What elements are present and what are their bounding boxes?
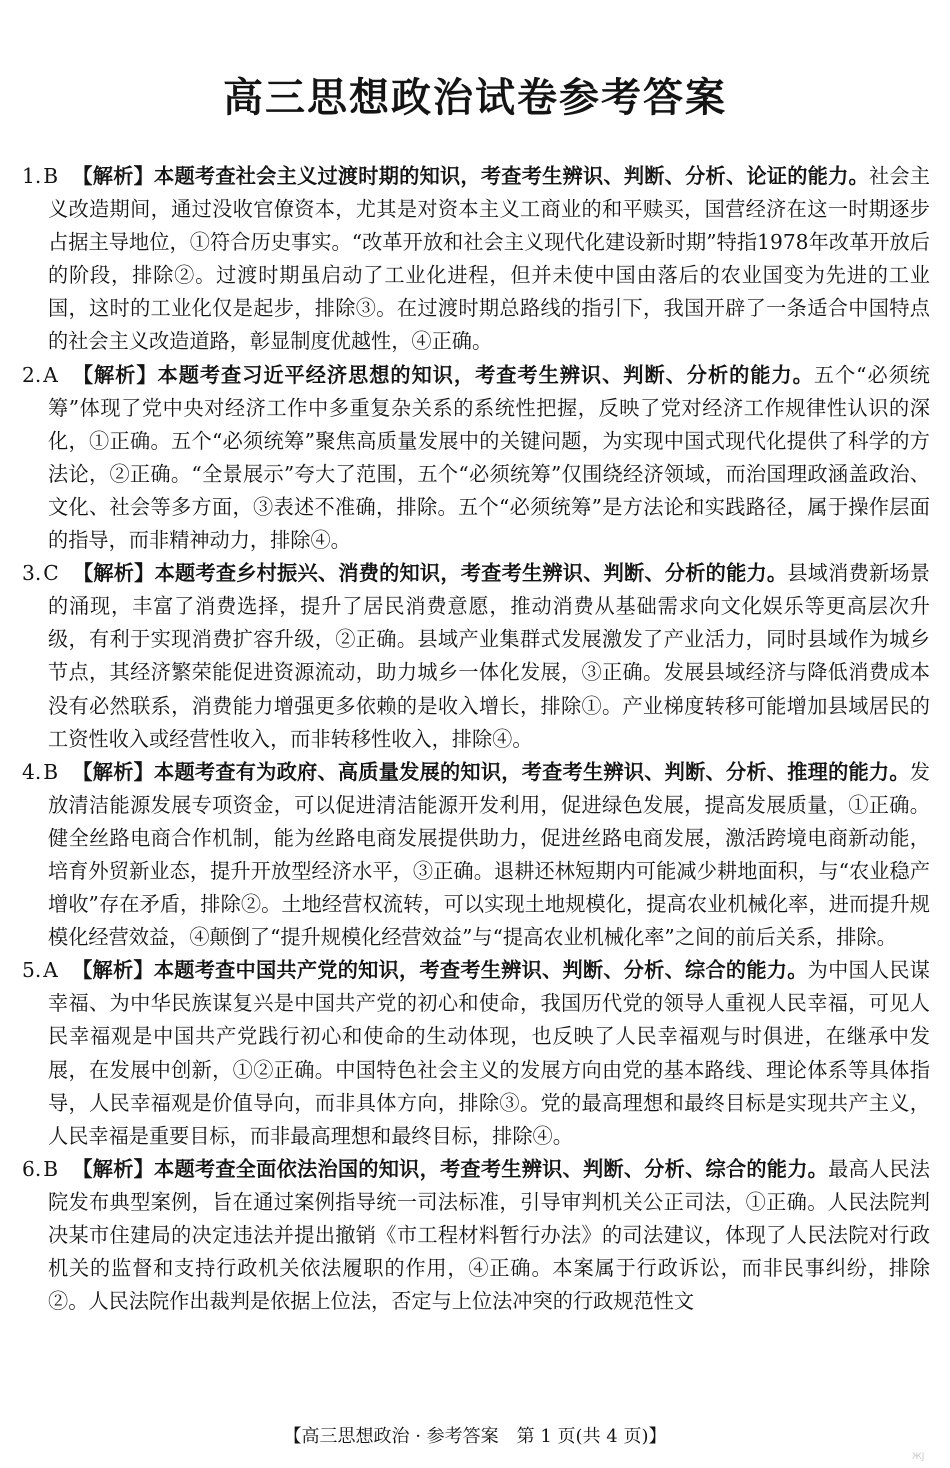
analysis-lead: 【解析】本题考查社会主义过渡时期的知识，考查考生辨识、判断、分析、论证的能力。 bbox=[72, 164, 869, 188]
page-footer: 【高三思想政治 · 参考答案 第 1 页(共 4 页)】 bbox=[283, 1426, 667, 1447]
analysis-body: 社会主义改造期间，通过没收官僚资本，尤其是对资本主义工商业的和平赎买，国营经济在这一时期逐步占据主导地位，①符合历史事实。“改革开放和社会主义现代化建设新时期”特指1978年改革开放后的阶段，排除②。过渡时期虽启动了工业化进程，但并未使中国由落后的农业国变为先进的工业国，这时的工业化仅是起步，排除③。在过渡时期总路线的指引下，我国开辟了一条适合中国特点的社会主义改造道路，彰显制度优越性，④正确。 bbox=[48, 164, 930, 354]
answer-letter: B bbox=[43, 164, 59, 188]
analysis-body: 五个“必须统筹”体现了党中央对经济工作中多重复杂关系的系统性把握，反映了党对经济工作规律性认识的深化，①正确。五个“必须统筹”聚焦高质量发展中的关键问题，为实现中国式现代化提供了科学的方法论，②正确。“全景展示”夸大了范围，五个“必须统筹”仅围绕经济领域，而治国理政涵盖政治、文化、社会等多方面，③表述不准确，排除。五个“必须统筹”是方法论和实践路径，属于操作层面的指导，而非精神动力，排除④。 bbox=[48, 362, 930, 553]
analysis-body: 最高人民法院发布典型案例，旨在通过案例指导统一司法标准，引导审判机关公正司法，①正确。人民法院判决某市住建局的决定违法并提出撤销《市工程材料暂行办法》的司法建议，体现了人民法院对行政机关的监督和支持行政机关依法履职的作用，④正确。本案属于行政诉讼，而非民事纠纷，排除②。人民法院作出裁判是依据上位法，否定与上位法冲突的行政规范性文 bbox=[48, 1156, 930, 1314]
answer-letter: B bbox=[43, 759, 59, 784]
answer-item-5 bbox=[22, 954, 930, 1153]
answer-item-3 bbox=[22, 557, 930, 756]
analysis-lead: 【解析】本题考查习近平经济思想的知识，考查考生辨识、判断、分析的能力。 bbox=[71, 362, 814, 387]
answer-item-6 bbox=[22, 1153, 930, 1318]
answer-item-1 bbox=[22, 160, 930, 359]
answer-list bbox=[22, 160, 930, 1318]
answer-item-2 bbox=[22, 359, 930, 558]
answer-letter: A bbox=[43, 958, 58, 983]
analysis-lead: 【解析】本题考查全面依法治国的知识，考查考生辨识、判断、分析、综合的能力。 bbox=[72, 1156, 829, 1181]
question-number: 6. bbox=[22, 1156, 42, 1181]
analysis-lead: 【解析】本题考查有为政府、高质量发展的知识，考查考生辨识、判断、分析、推理的能力。 bbox=[72, 759, 910, 784]
answer-letter: B bbox=[43, 1156, 59, 1181]
question-number: 5. bbox=[22, 958, 42, 983]
answer-letter: C bbox=[43, 561, 59, 586]
answer-item-4 bbox=[22, 756, 930, 955]
analysis-body: 为中国人民谋幸福、为中华民族谋复兴是中国共产党的初心和使命，我国历代党的领导人重视人民幸福，可见人民幸福观是中国共产党践行初心和使命的生动体现，也反映了人民幸福观与时俱进，在继承中发展，在发展中创新，①②正确。中国特色社会主义的发展方向由党的基本路线、理论体系等具体指导，人民幸福观是价值导向，而非具体方向，排除③。党的最高理想和最终目标是实现共产主义，人民幸福是重要目标，而非最高理想和最终目标，排除④。 bbox=[48, 958, 930, 1148]
analysis-body: 发放清洁能源发展专项资金，可以促进清洁能源开发利用，促进绿色发展，提高发展质量，①正确。健全丝路电商合作机制，能为丝路电商发展提供助力，促进丝路电商发展，激活跨境电商新动能，培育外贸新业态，提升开放型经济水平，③正确。退耕还林短期内可能减少耕地面积，与“农业稳产增收”存在矛盾，排除②。土地经营权流转，可以实现土地规模化，提高农业机械化率，进而提升规模化经营效益，④颠倒了“提升规模化经营效益”与“提高农业机械化率”之间的前后关系，排除。 bbox=[48, 759, 930, 950]
analysis-body: 县域消费新场景的涌现，丰富了消费选择，提升了居民消费意愿，推动消费从基础需求向文化娱乐等更高层次升级，有利于实现消费扩容升级，②正确。县域产业集群式发展激发了产业活力，同时县域作为城乡节点，其经济繁荣能促进资源流动，助力城乡一体化发展，③正确。发展县域经济与降低消费成本没有必然联系，消费能力增强更多依赖的是收入增长，排除①。产业梯度转移可能增加县域居民的工资性收入或经营性收入，而非转移性收入，排除④。 bbox=[48, 561, 930, 751]
answer-letter: A bbox=[43, 362, 58, 387]
analysis-lead: 【解析】本题考查乡村振兴、消费的知识，考查考生辨识、判断、分析的能力。 bbox=[72, 561, 788, 586]
corner-stamp: ЖJ bbox=[912, 1452, 925, 1462]
page-title: 高三思想政治试卷参考答案 bbox=[223, 75, 727, 121]
question-number: 2. bbox=[22, 362, 42, 387]
analysis-lead: 【解析】本题考查中国共产党的知识，考查考生辨识、判断、分析、综合的能力。 bbox=[71, 958, 808, 983]
question-number: 4. bbox=[22, 759, 42, 784]
question-number: 3. bbox=[22, 561, 42, 586]
question-number: 1. bbox=[22, 164, 42, 188]
